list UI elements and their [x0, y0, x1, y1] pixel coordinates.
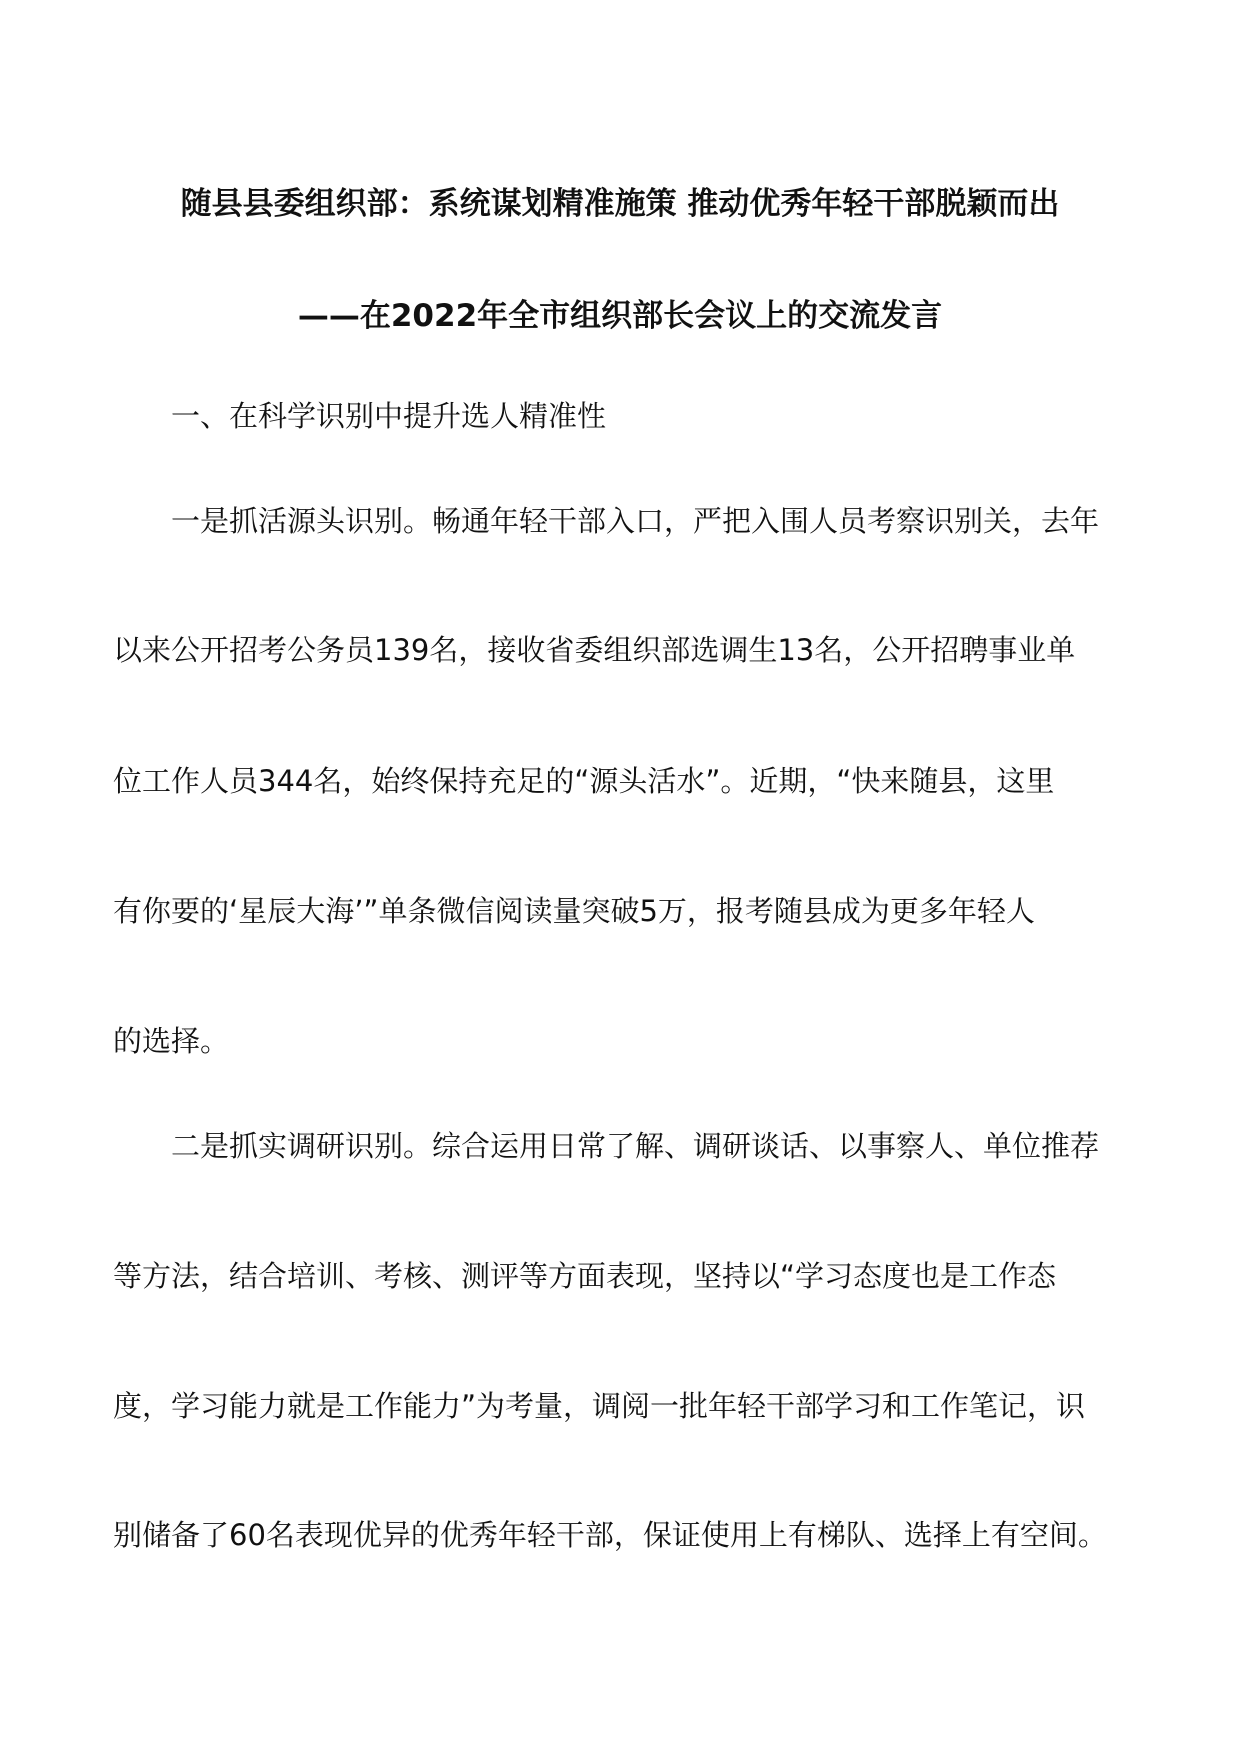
document-subtitle: ——在2022年全市组织部长会议上的交流发言: [297, 298, 943, 334]
paragraph-line: 位工作人员344名，始终保持充足的“源头活水”。近期，“快来随县，这里: [113, 764, 1055, 798]
paragraph-line: 有你要的‘星辰大海’”单条微信阅读量突破5万，报考随县成为更多年轻人: [113, 894, 1035, 928]
paragraph-line: 等方法，结合培训、考核、测评等方面表现，坚持以“学习态度也是工作态: [113, 1259, 1057, 1293]
paragraph-line: 以来公开招考公务员139名，接收省委组织部选调生13名，公开招聘事业单: [113, 633, 1076, 667]
paragraph-line: 二是抓实调研识别。综合运用日常了解、调研谈话、以事察人、单位推荐: [171, 1129, 1100, 1163]
document-title: 随县县委组织部：系统谋划精准施策 推动优秀年轻干部脱颖而出: [180, 186, 1060, 222]
paragraph-line: 别储备了60名表现优异的优秀年轻干部，保证使用上有梯队、选择上有空间。: [113, 1518, 1107, 1552]
paragraph-line: 一是抓活源头识别。畅通年轻干部入口，严把入围人员考察识别关，去年: [171, 504, 1100, 538]
paragraph-line: 的选择。: [113, 1024, 230, 1058]
section-heading: 一、在科学识别中提升选人精准性: [171, 399, 607, 433]
paragraph-line: 度，学习能力就是工作能力”为考量，调阅一批年轻干部学习和工作笔记，识: [113, 1389, 1086, 1423]
